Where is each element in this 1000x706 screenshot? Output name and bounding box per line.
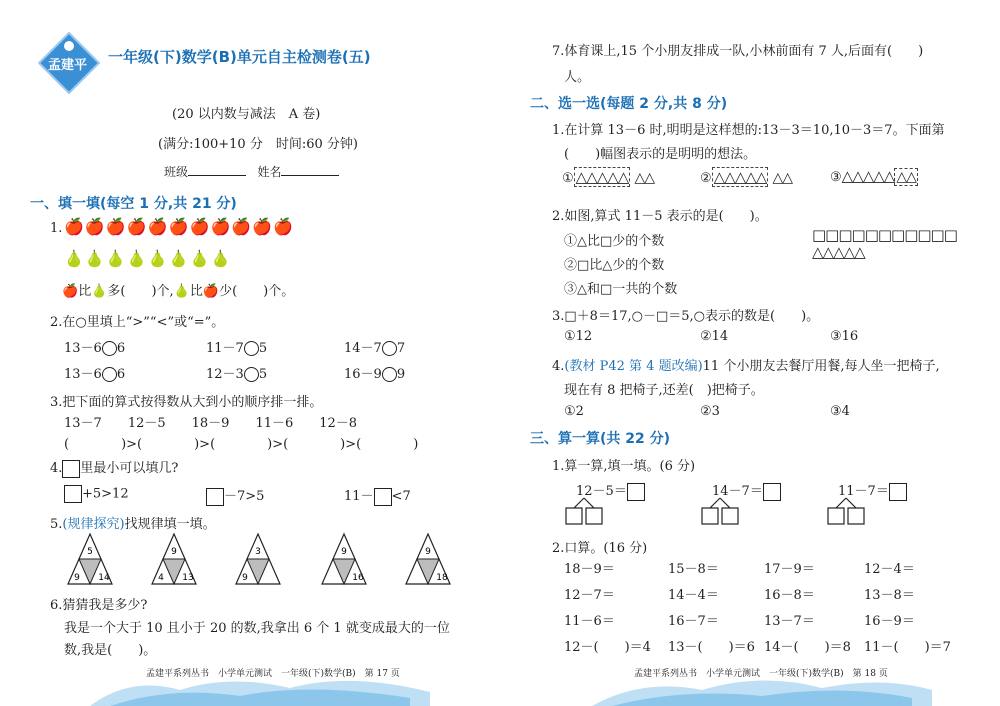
right-page bbox=[500, 0, 1000, 706]
triangle-top-number: 5 bbox=[87, 547, 93, 557]
q7-text-2: 人。 bbox=[564, 70, 591, 85]
section-3-heading: 三、算一算(共 22 分) bbox=[530, 431, 671, 447]
mental-math-item[interactable]: 14－( )＝8 bbox=[764, 640, 851, 655]
q5-triangles bbox=[60, 532, 460, 588]
s3-question: 3.□＋8＝17,○－□＝5,○表示的数是( )。 bbox=[552, 309, 820, 324]
triangle-top-number: 3 bbox=[255, 547, 261, 557]
page-title: 一年级(下)数学(B)单元自主检测卷(五) bbox=[108, 48, 371, 66]
triangle-top-number: 9 bbox=[341, 547, 347, 557]
triangle-group: △△△△△ bbox=[713, 168, 767, 186]
triangle-top-number: 9 bbox=[171, 547, 177, 557]
q3-question: 3.把下面的算式按得数从大到小的顺序排一排。 bbox=[50, 395, 323, 410]
apple-icon: 🍎 bbox=[62, 284, 79, 299]
q2-item-1[interactable]: 13－6 6 bbox=[64, 341, 126, 356]
decorative-landscape bbox=[592, 672, 932, 706]
score-info: (满分:100+10 分 时间:60 分钟) bbox=[158, 137, 358, 152]
q4-item-3[interactable]: 11－ <7 bbox=[344, 489, 411, 504]
triangle-right-number: 14 bbox=[98, 573, 110, 583]
q1-number: 1. bbox=[50, 221, 63, 236]
q2-item-3[interactable]: 14－7 7 bbox=[344, 341, 406, 356]
c1-question: 1.算一算,填一填。(6 分) bbox=[552, 459, 696, 474]
triangle-top-number: 9 bbox=[425, 547, 431, 557]
q1-pears: 🍐🍐🍐🍐🍐🍐🍐🍐 bbox=[64, 249, 232, 268]
s1-text-2: ( )幅图表示的是明明的想法。 bbox=[564, 147, 757, 162]
q2-item-4[interactable]: 13－6 6 bbox=[64, 367, 126, 382]
answer-circle bbox=[244, 341, 259, 356]
q4-item-2[interactable]: －7>5 bbox=[206, 485, 264, 506]
answer-circle bbox=[244, 367, 259, 382]
s2-triangles: △△△△△ bbox=[812, 243, 865, 261]
s4-option-2[interactable]: ②3 bbox=[700, 404, 720, 419]
q2-item-5[interactable]: 12－3 5 bbox=[206, 367, 268, 382]
s2-option-1[interactable]: ①△比□少的个数 bbox=[564, 234, 665, 249]
q6-text-1: 我是一个大于 10 且小于 20 的数,我拿出 6 个 1 就变成最大的一位 bbox=[64, 621, 450, 636]
c1-item-2[interactable]: 14－7＝ bbox=[712, 480, 781, 501]
class-label: 班级 bbox=[164, 165, 189, 179]
mental-math-item[interactable]: 13－7＝ bbox=[764, 614, 815, 629]
answer-circle bbox=[102, 341, 117, 356]
mental-math-item[interactable]: 18－9＝ bbox=[564, 562, 615, 577]
s2-squares: □□□□□□□□□□□ bbox=[812, 226, 957, 244]
decorative-landscape bbox=[90, 672, 430, 706]
triangle-right-number: 18 bbox=[436, 573, 448, 583]
c1-item-3[interactable]: 11－7＝ bbox=[838, 480, 907, 501]
q1-apples: 🍎🍎🍎🍎🍎🍎🍎🍎🍎🍎🍎 bbox=[64, 217, 295, 236]
page-footer: 孟建平系列丛书 小学单元测试 一年级(下)数学(B) 第 18 页 bbox=[634, 669, 888, 679]
apple-icon: 🍎 bbox=[202, 284, 220, 299]
q7-text-1: 7.体育课上,15 个小朋友排成一队,小林前面有 7 人,后面有( ) bbox=[552, 44, 924, 59]
pear-icon: 🍐 bbox=[173, 284, 190, 299]
q2-question: 2.在○里填上“>”“<”或“=”。 bbox=[50, 315, 225, 330]
mental-math-item[interactable]: 12－4＝ bbox=[864, 562, 915, 577]
triangle-left-number: 4 bbox=[158, 573, 164, 583]
mental-math-item[interactable]: 13－( )＝6 bbox=[668, 640, 755, 655]
triangle-right-number: 13 bbox=[182, 573, 194, 583]
mental-math-item[interactable]: 15－8＝ bbox=[668, 562, 719, 577]
answer-circle bbox=[382, 367, 397, 382]
mental-math-item[interactable]: 13－8＝ bbox=[864, 588, 915, 603]
class-field[interactable] bbox=[164, 163, 339, 180]
mental-math-item[interactable]: 11－( )＝7 bbox=[864, 640, 951, 655]
s2-option-3[interactable]: ③△和□一共的个数 bbox=[564, 282, 678, 297]
c2-question: 2.口算。(16 分) bbox=[552, 541, 648, 556]
answer-box bbox=[206, 488, 224, 506]
triangle-right-number: 16 bbox=[352, 573, 364, 583]
mental-math-item[interactable]: 11－6＝ bbox=[564, 614, 615, 629]
s1-option-1[interactable]: ① △△△△△ △△ bbox=[562, 168, 655, 186]
s1-text-1: 1.在计算 13－6 时,明明是这样想的:13－3＝10,10－3＝7。下面第 bbox=[552, 123, 945, 138]
s4-text-2: 现在有 8 把椅子,还差( )把椅子。 bbox=[564, 383, 764, 398]
mental-math-item[interactable]: 16－7＝ bbox=[668, 614, 719, 629]
q2-item-6[interactable]: 16－9 9 bbox=[344, 367, 406, 382]
mental-math-item[interactable]: 14－4＝ bbox=[668, 588, 719, 603]
answer-circle bbox=[102, 367, 117, 382]
triangle-left-number: 9 bbox=[242, 573, 248, 583]
q6-question: 6.猜猜我是多少? bbox=[50, 598, 148, 613]
mental-math-item[interactable]: 12－( )＝4 bbox=[564, 640, 651, 655]
answer-circle bbox=[382, 341, 397, 356]
s4-option-3[interactable]: ③4 bbox=[830, 404, 850, 419]
section-1-heading: 一、填一填(每空 1 分,共 21 分) bbox=[30, 196, 237, 212]
section-2-heading: 二、选一选(每题 2 分,共 8 分) bbox=[530, 96, 728, 112]
s3-option-1[interactable]: ①12 bbox=[564, 329, 593, 344]
s3-option-3[interactable]: ③16 bbox=[830, 329, 859, 344]
q4-item-1[interactable]: +5>12 bbox=[64, 485, 129, 503]
mental-math-item[interactable]: 16－8＝ bbox=[764, 588, 815, 603]
q4-question: 4. 里最小可以填几? bbox=[50, 461, 179, 476]
answer-box bbox=[374, 488, 392, 506]
triangle-group: △△△△△ bbox=[575, 168, 629, 186]
publisher-logo bbox=[38, 32, 100, 94]
q5-question: 5.(规律探究)找规律填一填。 bbox=[50, 517, 216, 532]
s2-question: 2.如图,算式 11－5 表示的是( )。 bbox=[552, 209, 768, 224]
logo-text: 孟建平 bbox=[48, 58, 88, 73]
triangle-group: △△△△△ bbox=[841, 167, 895, 185]
answer-box bbox=[62, 460, 80, 478]
q2-item-2[interactable]: 11－7 5 bbox=[206, 341, 268, 356]
pear-icon: 🍐 bbox=[91, 284, 108, 299]
s1-option-3[interactable]: ③△△△△△ △△ bbox=[830, 167, 916, 185]
c1-split-diagrams bbox=[560, 496, 900, 526]
s3-option-2[interactable]: ②14 bbox=[700, 329, 729, 344]
answer-box bbox=[64, 485, 82, 503]
name-label: 姓名 bbox=[257, 165, 282, 179]
q3-blanks[interactable]: ( )>( )>( )>( )>( ) bbox=[64, 437, 419, 452]
q1-compare: 🍎比🍐多( )个,🍐比🍎少( )个。 bbox=[62, 284, 295, 299]
s4-question: 4.(教材 P42 第 4 题改编)11 个小朋友去餐厅用餐,每人坐一把椅子, bbox=[552, 359, 940, 374]
s2-option-2[interactable]: ②□比△少的个数 bbox=[564, 258, 665, 273]
mental-math-item[interactable]: 16－9＝ bbox=[864, 614, 915, 629]
mental-math-item[interactable]: 17－9＝ bbox=[764, 562, 815, 577]
shaded-center bbox=[247, 559, 269, 584]
subtitle: (20 以内数与减法 A 卷) bbox=[172, 107, 321, 122]
c1-item-1[interactable]: 12－5＝ bbox=[576, 480, 645, 501]
triangle-left-number: 9 bbox=[74, 573, 80, 583]
page-footer: 孟建平系列丛书 小学单元测试 一年级(下)数学(B) 第 17 页 bbox=[146, 669, 400, 679]
q6-text-2: 数,我是( )。 bbox=[64, 643, 157, 658]
q3-expressions: 13－7 12－5 18－9 11－6 12－8 bbox=[64, 416, 358, 431]
mental-math-item[interactable]: 12－7＝ bbox=[564, 588, 615, 603]
s4-option-1[interactable]: ①2 bbox=[564, 404, 584, 419]
s1-option-2[interactable]: ② △△△△△ △△ bbox=[700, 168, 793, 186]
